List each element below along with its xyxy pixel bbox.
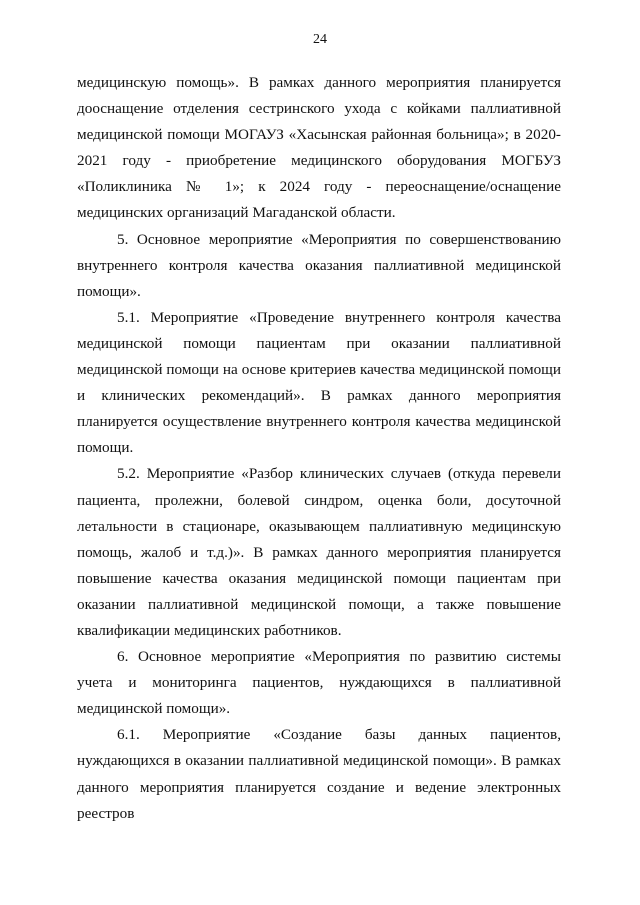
paragraph-section-5-2: 5.2. Мероприятие «Разбор клинических случаев (откуда перевели пациента, пролежни, болевой синдром, оценка боли, досуточной летальности в стационаре, оказывающем паллиативную медицинскую помощь, жалоб и т.д.)». В рамках данного мероприятия планируется повышение качества оказания медицинской помощи пациентам при оказании паллиативной медицинской помощи, а также повышение квалификации медицинских работников. (77, 465, 561, 639)
paragraph-section-5-1: 5.1. Мероприятие «Проведение внутреннего контроля качества медицинской помощи пациентам при оказании паллиативной медицинской помощи на основе критериев качества медицинской помощи и клинических рекомендаций». В рамках данного мероприятия планируется осуществление внутреннего контроля качества медицинской помощи. (77, 308, 561, 457)
paragraph-section-6: 6. Основное мероприятие «Мероприятия по развитию системы учета и мониторинга пациентов, нуждающихся в паллиативной медицинской помощи». (77, 648, 561, 718)
paragraph-continuation: медицинскую помощь». В рамках данного мероприятия планируется дооснащение отделения сестринского ухода с койками паллиативной медицинской помощи МОГАУЗ «Хасынская районная больница»; в 2020-2021 году - приобретение медицинского оборудования МОГБУЗ «Поликлиника № 1»; к 2024 году - переоснащение/оснащение медицинских организаций Магаданской области. (77, 74, 561, 222)
page-number: 24 (313, 32, 327, 47)
paragraph-section-6-1: 6.1. Мероприятие «Создание базы данных пациентов, нуждающихся в оказании паллиативной медицинской помощи». В рамках данного мероприятия планируется создание и ведение электронных реестров (77, 726, 561, 822)
document-body (77, 70, 561, 827)
paragraph-section-5: 5. Основное мероприятие «Мероприятия по совершенствованию внутреннего контроля качества оказания паллиативной медицинской помощи». (77, 230, 561, 300)
